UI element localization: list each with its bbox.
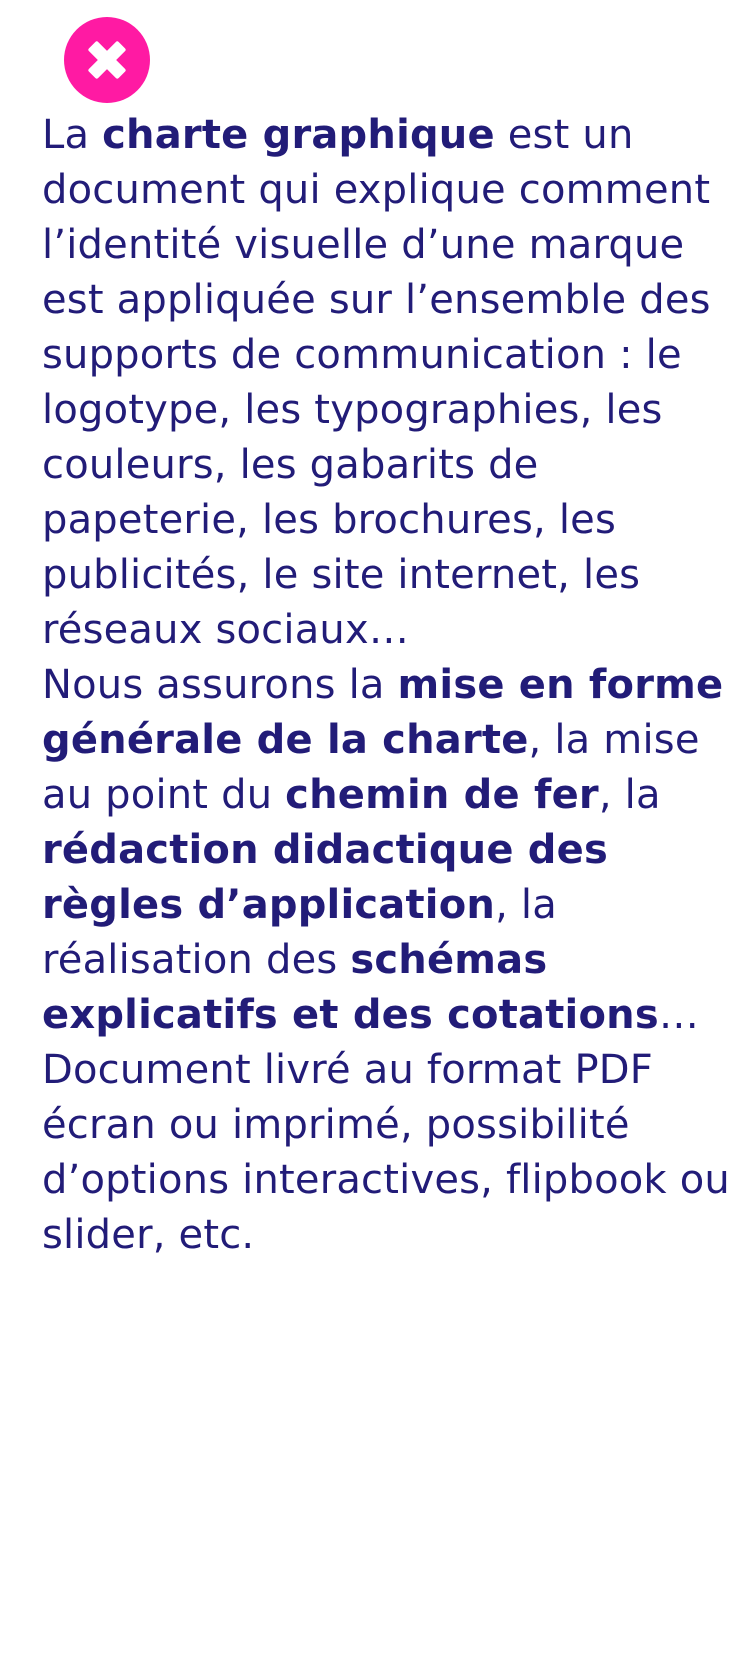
paragraph-services	[42, 658, 732, 1043]
close-icon	[84, 37, 130, 83]
emphasis-charte-graphique: charte graphique	[102, 112, 495, 158]
emphasis-chemin-de-fer: chemin de fer	[285, 772, 599, 818]
text-segment: , la réalisation des	[42, 882, 557, 983]
emphasis-schemas: schémas explicatifs et des cotations	[42, 937, 659, 1038]
paragraph-charte	[42, 108, 732, 658]
description-text	[42, 108, 732, 1263]
text-segment: …	[658, 992, 700, 1038]
text-segment: Nous assurons la	[42, 662, 398, 708]
emphasis-redaction: rédaction didactique des règles d’application	[42, 827, 608, 928]
text-segment: , la	[598, 772, 661, 818]
close-button[interactable]	[64, 17, 150, 103]
text-segment: , la mise au point du	[42, 717, 700, 818]
paragraph-format: Document livré au format PDF écran ou imprimé, possibilité d’options interactives, flipbook ou slider, etc.	[42, 1047, 730, 1258]
text-segment: est un document qui explique comment l’identité visuelle d’une marque est appliquée sur l’ensemble des supports de communication : le logotype, les typographies, les couleurs, les gabarits de papeterie, les brochures, les publicités, le site internet, les réseaux sociaux…	[42, 112, 711, 653]
text-segment: La	[42, 112, 103, 158]
emphasis-mise-en-forme: mise en forme générale de la charte	[42, 662, 724, 763]
